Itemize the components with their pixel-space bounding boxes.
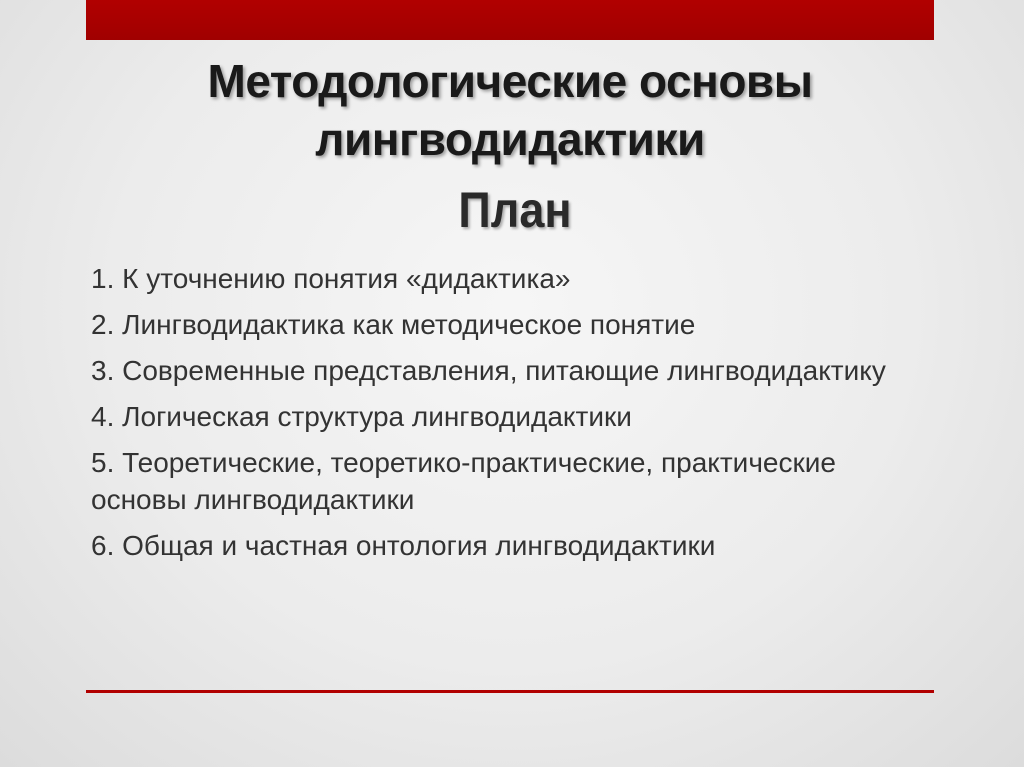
title-line-2: лингводидактики (315, 113, 705, 165)
plan-item-4: 4. Логическая структура лингводидактики (91, 401, 632, 432)
plan-item-6: 6. Общая и частная онтология лингводидактики (91, 530, 716, 561)
title-line-1: Методологические основы (207, 55, 813, 107)
top-accent-bar (86, 0, 934, 40)
bottom-divider-line (86, 690, 934, 693)
slide-title (86, 52, 934, 168)
plan-item-5: 5. Теоретические, теоретико-практические, практические основы лингводидактики (91, 447, 836, 515)
plan-item-1: 1. К уточнению понятия «дидактика» (91, 263, 571, 294)
plan-item-2: 2. Лингводидактика как методическое понятие (91, 309, 696, 340)
plan-list (91, 260, 891, 573)
slide-subtitle: План (458, 182, 572, 238)
plan-item-3: 3. Современные представления, питающие лингводидактику (91, 355, 886, 386)
